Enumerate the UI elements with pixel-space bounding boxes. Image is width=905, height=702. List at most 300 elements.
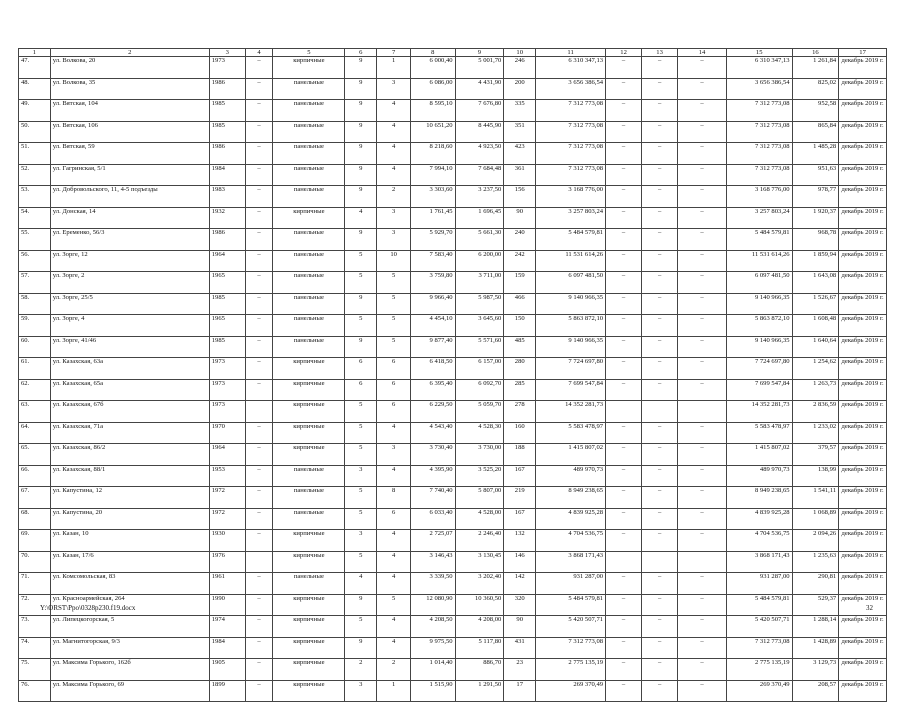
table-cell: 1973 xyxy=(209,57,245,79)
table-cell: 7 312 773,08 xyxy=(726,164,792,186)
table-cell: 7 583,40 xyxy=(411,250,456,272)
table-cell: ул. Вятская, 104 xyxy=(50,100,209,122)
table-cell: 9 xyxy=(345,594,377,616)
table-cell: 1899 xyxy=(209,680,245,702)
table-cell: 1 254,62 xyxy=(792,358,839,380)
table-cell: декабрь 2019 г. xyxy=(839,444,887,466)
table-cell: 1 291,50 xyxy=(455,680,504,702)
table-cell: – xyxy=(606,680,642,702)
table-cell: – xyxy=(606,293,642,315)
column-header: 12 xyxy=(606,49,642,57)
table-cell: 3 xyxy=(345,530,377,552)
table-cell: 7 684,48 xyxy=(455,164,504,186)
table-cell: 1 288,14 xyxy=(792,616,839,638)
table-cell: 57. xyxy=(19,272,51,294)
table-cell: панельные xyxy=(273,487,345,509)
table-row xyxy=(19,379,887,401)
table-cell: – xyxy=(245,465,273,487)
table-cell: – xyxy=(245,186,273,208)
table-cell: – xyxy=(678,530,727,552)
table-cell: 1990 xyxy=(209,594,245,616)
table-cell: декабрь 2019 г. xyxy=(839,293,887,315)
table-cell: 3 303,60 xyxy=(411,186,456,208)
table-cell: кирпичные xyxy=(273,680,345,702)
table-cell: 489 970,73 xyxy=(536,465,606,487)
table-cell: 59. xyxy=(19,315,51,337)
table-cell: ул. Добровольского, 11, 4-5 подъезды xyxy=(50,186,209,208)
table-cell: 5 484 579,81 xyxy=(536,229,606,251)
table-cell: – xyxy=(678,573,727,595)
table-cell: 50. xyxy=(19,121,51,143)
table-cell: – xyxy=(642,422,678,444)
table-cell: – xyxy=(678,680,727,702)
table-cell: 1 415 807,02 xyxy=(726,444,792,466)
table-cell: панельные xyxy=(273,465,345,487)
table-cell: 4 528,30 xyxy=(455,422,504,444)
table-cell: декабрь 2019 г. xyxy=(839,530,887,552)
table-cell: ул. Волкова, 20 xyxy=(50,57,209,79)
table-cell: ул. Казахская, 67б xyxy=(50,401,209,423)
table-cell: – xyxy=(642,508,678,530)
table-cell: – xyxy=(678,336,727,358)
table-cell: 12 080,90 xyxy=(411,594,456,616)
table-cell: 1985 xyxy=(209,293,245,315)
table-cell: – xyxy=(642,57,678,79)
table-row xyxy=(19,57,887,79)
table-cell: 3 xyxy=(345,680,377,702)
table-cell: 7 312 773,08 xyxy=(536,637,606,659)
table-cell xyxy=(606,551,642,573)
table-cell: 1 235,63 xyxy=(792,551,839,573)
column-header: 1 xyxy=(19,49,51,57)
table-cell: – xyxy=(245,530,273,552)
table-row xyxy=(19,164,887,186)
table-row xyxy=(19,272,887,294)
table-cell: 4 xyxy=(377,551,411,573)
table-cell: 167 xyxy=(504,508,536,530)
table-cell: 1 485,28 xyxy=(792,143,839,165)
table-cell: декабрь 2019 г. xyxy=(839,315,887,337)
table-cell: 8 949 238,65 xyxy=(536,487,606,509)
table-cell: – xyxy=(642,659,678,681)
table-cell: 1 415 807,02 xyxy=(536,444,606,466)
table-cell: ул. Максима Горького, 162б xyxy=(50,659,209,681)
table-cell: 7 699 547,84 xyxy=(726,379,792,401)
table-cell: 3 656 386,54 xyxy=(536,78,606,100)
table-cell: 4 543,40 xyxy=(411,422,456,444)
column-header: 7 xyxy=(377,49,411,57)
table-cell: – xyxy=(245,659,273,681)
table-cell: кирпичные xyxy=(273,530,345,552)
table-cell: 5 987,50 xyxy=(455,293,504,315)
table-cell: 73. xyxy=(19,616,51,638)
table-cell: 1 859,94 xyxy=(792,250,839,272)
table-cell: декабрь 2019 г. xyxy=(839,143,887,165)
table-cell: 208,57 xyxy=(792,680,839,702)
table-cell: 1976 xyxy=(209,551,245,573)
table-cell: 1986 xyxy=(209,143,245,165)
table-cell: 9 140 966,35 xyxy=(536,336,606,358)
table-cell: 60. xyxy=(19,336,51,358)
table-cell: 423 xyxy=(504,143,536,165)
table-cell: – xyxy=(606,121,642,143)
table-cell: – xyxy=(678,659,727,681)
table-cell: 8 949 238,65 xyxy=(726,487,792,509)
table-cell: ул. Зорге, 41/46 xyxy=(50,336,209,358)
column-header: 11 xyxy=(536,49,606,57)
housing-register-table xyxy=(18,48,887,702)
table-cell: – xyxy=(606,143,642,165)
table-cell: 1986 xyxy=(209,229,245,251)
table-cell: ул. Казахская, 86/2 xyxy=(50,444,209,466)
table-cell: – xyxy=(642,444,678,466)
table-cell: – xyxy=(245,272,273,294)
table-cell: – xyxy=(245,336,273,358)
table-cell: 4 xyxy=(377,573,411,595)
table-cell: декабрь 2019 г. xyxy=(839,508,887,530)
table-cell: – xyxy=(245,250,273,272)
table-cell: панельные xyxy=(273,78,345,100)
table-cell: 55. xyxy=(19,229,51,251)
table-cell: 5 117,80 xyxy=(455,637,504,659)
table-cell: 4 208,00 xyxy=(455,616,504,638)
table-cell: 5 863 872,10 xyxy=(536,315,606,337)
table-cell: 4 xyxy=(377,465,411,487)
table-cell: 6 200,00 xyxy=(455,250,504,272)
table-cell: 9 xyxy=(345,57,377,79)
table-cell: 4 704 536,75 xyxy=(726,530,792,552)
table-cell: декабрь 2019 г. xyxy=(839,551,887,573)
table-cell: 6 xyxy=(377,401,411,423)
table-cell: 1973 xyxy=(209,379,245,401)
table-cell: 9 xyxy=(345,229,377,251)
table-cell: 3 730,40 xyxy=(411,444,456,466)
column-header: 4 xyxy=(245,49,273,57)
table-cell: 10 360,50 xyxy=(455,594,504,616)
table-cell: декабрь 2019 г. xyxy=(839,659,887,681)
table-cell: – xyxy=(245,315,273,337)
table-cell: 9 140 966,35 xyxy=(726,293,792,315)
table-cell: 1 640,64 xyxy=(792,336,839,358)
table-row xyxy=(19,401,887,423)
table-cell: – xyxy=(642,315,678,337)
table-cell: – xyxy=(606,637,642,659)
table-cell: 3 xyxy=(377,444,411,466)
table-cell: – xyxy=(642,143,678,165)
table-cell: 6 086,00 xyxy=(411,78,456,100)
table-cell: 1953 xyxy=(209,465,245,487)
table-cell: 5 571,60 xyxy=(455,336,504,358)
table-row xyxy=(19,358,887,380)
table-cell: декабрь 2019 г. xyxy=(839,207,887,229)
table-cell: 5 xyxy=(377,293,411,315)
table-cell: 65. xyxy=(19,444,51,466)
table-body xyxy=(19,49,887,702)
table-cell: – xyxy=(678,121,727,143)
table-cell: 72. xyxy=(19,594,51,616)
table-cell: 4 704 536,75 xyxy=(536,530,606,552)
table-cell: – xyxy=(642,207,678,229)
table-cell: – xyxy=(606,487,642,509)
table-cell: 1973 xyxy=(209,358,245,380)
table-cell: – xyxy=(678,57,727,79)
table-cell: – xyxy=(606,57,642,79)
table-cell: – xyxy=(678,207,727,229)
table-cell: ул. Казахская, 88/1 xyxy=(50,465,209,487)
table-cell: 280 xyxy=(504,358,536,380)
table-cell: 3 730,00 xyxy=(455,444,504,466)
table-cell: 320 xyxy=(504,594,536,616)
table-cell: 9 975,50 xyxy=(411,637,456,659)
table-cell: 6 097 481,50 xyxy=(536,272,606,294)
table-cell: декабрь 2019 г. xyxy=(839,336,887,358)
table-cell: 7 724 697,80 xyxy=(536,358,606,380)
table-cell: 62. xyxy=(19,379,51,401)
table-cell: 5 xyxy=(345,272,377,294)
table-cell: кирпичные xyxy=(273,401,345,423)
table-cell: 1970 xyxy=(209,422,245,444)
table-cell: 52. xyxy=(19,164,51,186)
table-cell: 269 370,49 xyxy=(726,680,792,702)
table-cell: декабрь 2019 г. xyxy=(839,57,887,79)
column-header: 15 xyxy=(726,49,792,57)
table-cell: 3 868 171,43 xyxy=(536,551,606,573)
table-cell: 48. xyxy=(19,78,51,100)
table-cell: 1961 xyxy=(209,573,245,595)
table-cell: декабрь 2019 г. xyxy=(839,465,887,487)
table-row xyxy=(19,594,887,616)
table-cell: 4 431,90 xyxy=(455,78,504,100)
table-cell: 3 xyxy=(345,465,377,487)
table-row xyxy=(19,465,887,487)
table-row xyxy=(19,530,887,552)
table-cell: 3 130,45 xyxy=(455,551,504,573)
table-cell: 1984 xyxy=(209,164,245,186)
table-cell: 7 724 697,80 xyxy=(726,358,792,380)
table-cell: – xyxy=(642,164,678,186)
table-cell: 2 725,07 xyxy=(411,530,456,552)
table-cell: – xyxy=(642,78,678,100)
table-cell: 5 484 579,81 xyxy=(726,594,792,616)
table-cell: 5 420 507,71 xyxy=(726,616,792,638)
table-cell: 6 395,40 xyxy=(411,379,456,401)
table-cell: декабрь 2019 г. xyxy=(839,250,887,272)
document-path: Y:\ORST\Ppo\0328p230.f19.docx xyxy=(40,604,136,612)
table-cell: 5 xyxy=(345,422,377,444)
register-sheet xyxy=(18,48,887,702)
table-cell: 529,37 xyxy=(792,594,839,616)
table-row xyxy=(19,207,887,229)
table-cell: – xyxy=(642,186,678,208)
table-cell: 1972 xyxy=(209,508,245,530)
table-cell: – xyxy=(678,315,727,337)
table-cell: панельные xyxy=(273,250,345,272)
table-cell: 67. xyxy=(19,487,51,509)
table-row xyxy=(19,293,887,315)
table-cell: 138,99 xyxy=(792,465,839,487)
table-cell: – xyxy=(606,315,642,337)
table-cell: 489 970,73 xyxy=(726,465,792,487)
header-row xyxy=(19,49,887,57)
column-header: 10 xyxy=(504,49,536,57)
table-row xyxy=(19,659,887,681)
table-cell: 3 525,20 xyxy=(455,465,504,487)
table-cell: ул. Еременко, 56/3 xyxy=(50,229,209,251)
table-cell: панельные xyxy=(273,164,345,186)
table-cell: 200 xyxy=(504,78,536,100)
table-cell: 6 xyxy=(377,358,411,380)
table-cell: 5 583 478,97 xyxy=(536,422,606,444)
table-cell: кирпичные xyxy=(273,422,345,444)
table-cell: – xyxy=(678,272,727,294)
table-cell: кирпичные xyxy=(273,594,345,616)
table-cell: декабрь 2019 г. xyxy=(839,229,887,251)
column-header: 5 xyxy=(273,49,345,57)
table-cell: – xyxy=(678,422,727,444)
table-row xyxy=(19,680,887,702)
table-cell: 1905 xyxy=(209,659,245,681)
table-cell: 3 237,50 xyxy=(455,186,504,208)
table-cell: панельные xyxy=(273,293,345,315)
table-cell: 9 140 966,35 xyxy=(536,293,606,315)
table-cell: 431 xyxy=(504,637,536,659)
table-cell xyxy=(245,401,273,423)
table-cell: 8 445,90 xyxy=(455,121,504,143)
table-cell: 10 651,20 xyxy=(411,121,456,143)
table-cell: 1965 xyxy=(209,315,245,337)
table-cell: – xyxy=(606,594,642,616)
table-cell: – xyxy=(245,594,273,616)
table-cell: 64. xyxy=(19,422,51,444)
table-cell: 7 740,40 xyxy=(411,487,456,509)
table-cell: 1986 xyxy=(209,78,245,100)
table-cell: ул. Зорге, 4 xyxy=(50,315,209,337)
table-cell: – xyxy=(678,465,727,487)
table-cell: 3 257 803,24 xyxy=(726,207,792,229)
table-cell: – xyxy=(642,530,678,552)
table-cell: 7 312 773,08 xyxy=(726,637,792,659)
table-cell: ул. Липецкогорская, 5 xyxy=(50,616,209,638)
table-cell: 5 863 872,10 xyxy=(726,315,792,337)
table-cell: 5 xyxy=(345,551,377,573)
table-cell: 10 xyxy=(377,250,411,272)
table-cell: 8 xyxy=(377,487,411,509)
table-cell: ул. Казахская, 71а xyxy=(50,422,209,444)
table-cell: 242 xyxy=(504,250,536,272)
table-cell: 466 xyxy=(504,293,536,315)
table-cell: – xyxy=(606,358,642,380)
table-cell: 4 xyxy=(345,207,377,229)
table-cell: 1 541,11 xyxy=(792,487,839,509)
table-cell: ул. Гагринская, 5/1 xyxy=(50,164,209,186)
table-cell: декабрь 2019 г. xyxy=(839,680,887,702)
table-cell: 2 775 135,19 xyxy=(726,659,792,681)
table-row xyxy=(19,573,887,595)
table-cell: 47. xyxy=(19,57,51,79)
table-cell: ул. Капустина, 20 xyxy=(50,508,209,530)
table-cell: 2 836,59 xyxy=(792,401,839,423)
table-cell: – xyxy=(678,594,727,616)
table-row xyxy=(19,229,887,251)
table-cell: – xyxy=(245,293,273,315)
table-row xyxy=(19,186,887,208)
table-cell: – xyxy=(245,57,273,79)
table-cell: ул. Казахская, 63а xyxy=(50,358,209,380)
table-cell: декабрь 2019 г. xyxy=(839,616,887,638)
table-cell: панельные xyxy=(273,336,345,358)
table-cell: 4 923,50 xyxy=(455,143,504,165)
table-cell: 150 xyxy=(504,315,536,337)
table-cell: 5 xyxy=(345,444,377,466)
table-cell: – xyxy=(245,637,273,659)
table-cell: 1 608,48 xyxy=(792,315,839,337)
table-cell: 5 484 579,81 xyxy=(726,229,792,251)
table-cell: декабрь 2019 г. xyxy=(839,573,887,595)
table-cell: ул. Комсомольская, 83 xyxy=(50,573,209,595)
table-cell: панельные xyxy=(273,272,345,294)
table-cell: 1973 xyxy=(209,401,245,423)
table-cell: 1 696,45 xyxy=(455,207,504,229)
table-row xyxy=(19,78,887,100)
table-cell: – xyxy=(606,250,642,272)
table-cell: 1 068,89 xyxy=(792,508,839,530)
table-row xyxy=(19,616,887,638)
table-cell xyxy=(642,551,678,573)
table-cell: 7 676,80 xyxy=(455,100,504,122)
table-cell: – xyxy=(606,272,642,294)
table-cell: 3 759,80 xyxy=(411,272,456,294)
table-cell: 1983 xyxy=(209,186,245,208)
table-cell: – xyxy=(642,250,678,272)
table-cell: – xyxy=(642,293,678,315)
table-cell: декабрь 2019 г. xyxy=(839,379,887,401)
table-cell: 5 661,30 xyxy=(455,229,504,251)
table-cell: 188 xyxy=(504,444,536,466)
table-cell: 1985 xyxy=(209,100,245,122)
table-cell: ул. Капустина, 12 xyxy=(50,487,209,509)
table-cell: 132 xyxy=(504,530,536,552)
table-cell: декабрь 2019 г. xyxy=(839,487,887,509)
table-row xyxy=(19,551,887,573)
table-cell: 2 xyxy=(377,659,411,681)
table-cell: – xyxy=(606,465,642,487)
column-header: 3 xyxy=(209,49,245,57)
table-row xyxy=(19,444,887,466)
column-header: 14 xyxy=(678,49,727,57)
table-cell: – xyxy=(642,487,678,509)
table-cell: – xyxy=(245,680,273,702)
table-row xyxy=(19,100,887,122)
table-cell: декабрь 2019 г. xyxy=(839,637,887,659)
table-cell: 156 xyxy=(504,186,536,208)
table-cell: декабрь 2019 г. xyxy=(839,401,887,423)
column-header: 16 xyxy=(792,49,839,57)
table-cell: 71. xyxy=(19,573,51,595)
table-cell: – xyxy=(606,659,642,681)
table-cell: 3 656 386,54 xyxy=(726,78,792,100)
table-cell: – xyxy=(245,207,273,229)
table-cell: – xyxy=(245,573,273,595)
table-cell xyxy=(678,551,727,573)
table-cell: ул. Волкова, 35 xyxy=(50,78,209,100)
table-cell: 4 208,50 xyxy=(411,616,456,638)
table-cell: – xyxy=(678,78,727,100)
table-cell: – xyxy=(642,594,678,616)
table-cell: 7 312 773,08 xyxy=(536,143,606,165)
table-cell: – xyxy=(606,573,642,595)
table-cell: 5 xyxy=(345,487,377,509)
table-cell: – xyxy=(606,164,642,186)
